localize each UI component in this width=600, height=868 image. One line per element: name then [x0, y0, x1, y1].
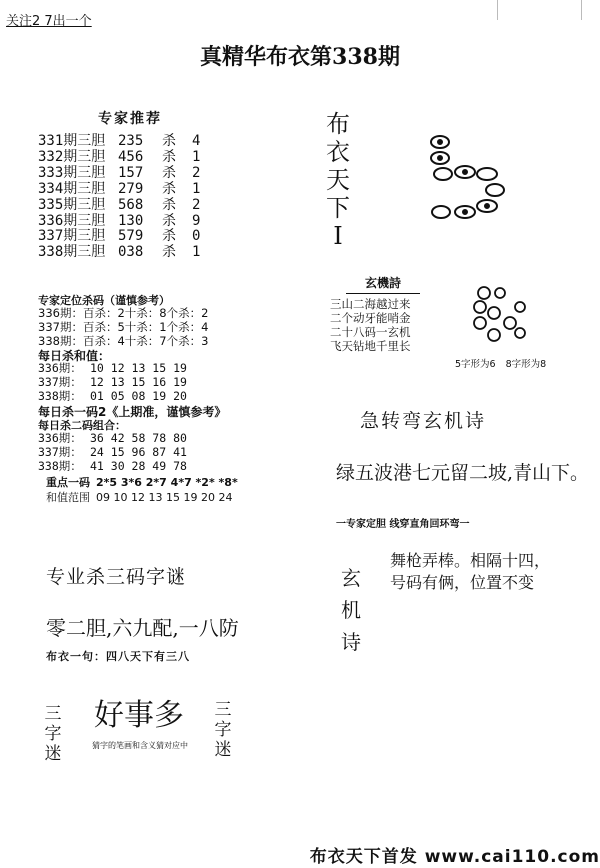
edge-line — [497, 0, 498, 20]
row-label: 336期： — [38, 431, 82, 445]
expert-pick-list — [38, 134, 200, 261]
row-values: 41 30 28 49 78 — [90, 459, 187, 473]
footer-site: 布衣天下首发 www.cai110.com — [309, 847, 600, 867]
edge-line — [581, 0, 582, 20]
pair-kill-list — [38, 431, 187, 473]
row-values: 10 12 13 15 19 — [90, 361, 187, 375]
row-values: 01 05 08 19 20 — [90, 389, 187, 403]
pick-row — [38, 166, 200, 182]
pair-kill-row — [38, 431, 187, 445]
pick-row — [38, 229, 200, 245]
pick-period: 332期三胆 — [38, 148, 106, 165]
pick-row — [38, 245, 200, 261]
mystic-poem-line: 二个动牙能哨金 — [330, 311, 411, 325]
pick-period: 337期三胆 — [38, 228, 106, 245]
pair-kill-row — [38, 445, 187, 459]
expert-hint-line: 一专家定胆 线穿直角回环弯一 — [336, 519, 470, 530]
kill-number: 1 — [192, 180, 201, 197]
kill-label: 杀 — [162, 133, 176, 149]
circle-motif-icon — [431, 136, 504, 218]
riddle-answer: 零二胆,六九配,一八防 — [46, 616, 239, 640]
pair-kill-row — [38, 459, 187, 473]
circle-motif-icon — [474, 287, 525, 341]
mystic-poem-box — [330, 274, 436, 353]
kill-label: 杀 — [162, 180, 176, 197]
location-kill-row: 338期：百杀：4十杀：7个杀：3 — [38, 334, 209, 348]
kill-label: 杀 — [162, 228, 176, 245]
mystic-poem-line: 三山二海越过来 — [330, 297, 411, 311]
riddle-hint: 布衣一句：四八天下有三八 — [46, 650, 190, 663]
kill-label: 杀 — [162, 148, 176, 165]
word-riddle-note: 猜字的笔画和含义猜对应中 — [92, 741, 188, 750]
pick-row — [38, 198, 200, 214]
location-kill-row: 337期：百杀：5十杀：1个杀：4 — [38, 320, 209, 334]
word-riddle-left-label: 三字迷 — [44, 704, 62, 764]
daily-sum-title: 每日杀和值： — [38, 349, 111, 363]
pick-numbers: 279 — [118, 180, 144, 197]
pick-period: 338期三胆 — [38, 244, 106, 261]
pick-row — [38, 134, 200, 150]
location-kill-title: 专家定位杀码（谨慎参考） — [38, 294, 170, 307]
row-values: 12 13 15 16 19 — [90, 375, 187, 389]
daily-sum-row — [38, 389, 187, 403]
dot-pattern-graphic — [425, 130, 510, 225]
xuan-ji-shi-line: 舞枪弄棒。相隔十四， — [390, 551, 551, 570]
row-label: 338期： — [38, 459, 82, 473]
number-shape-graphic — [470, 285, 530, 350]
kill-label: 杀 — [162, 164, 176, 181]
pick-row — [38, 214, 200, 230]
pick-period: 331期三胆 — [38, 133, 106, 149]
focus-one-code — [46, 474, 238, 490]
kill-number: 2 — [192, 164, 201, 181]
mystic-poem-title: 玄機詩 — [346, 274, 420, 294]
pick-numbers: 130 — [118, 212, 144, 229]
pick-period: 333期三胆 — [38, 164, 106, 181]
row-label: 336期： — [38, 361, 82, 375]
shape-notes — [455, 356, 556, 370]
kill-number: 0 — [192, 228, 201, 245]
xuan-ji-shi-label: 玄机诗 — [341, 566, 361, 654]
page-title: 真精华布衣第338期 — [200, 44, 400, 70]
pick-period: 334期三胆 — [38, 180, 106, 197]
mystic-poem-line: 二十八码一玄机 — [330, 325, 411, 339]
top-note: 关注2 7出一个 — [6, 14, 92, 29]
riddle-title: 专业杀三码字谜 — [46, 566, 187, 588]
kill-number: 1 — [192, 244, 201, 261]
turn-poem-title: 急转弯玄机诗 — [360, 410, 487, 432]
kill-label: 杀 — [162, 244, 176, 261]
kill-label: 杀 — [162, 196, 176, 213]
pick-numbers: 579 — [118, 228, 144, 245]
pick-period: 335期三胆 — [38, 196, 106, 213]
daily-sum-row — [38, 375, 187, 389]
word-riddle-word: 好事多 — [94, 698, 184, 733]
kill-number: 1 — [192, 148, 201, 165]
daily-sum-row — [38, 361, 187, 375]
shape-note: 8字形为8 — [505, 359, 547, 370]
range-label: 和值范围 — [46, 491, 90, 504]
row-label: 337期： — [38, 445, 82, 459]
pick-row — [38, 150, 200, 166]
word-riddle-right-label: 三字迷 — [214, 700, 232, 760]
expert-title: 专家推荐 — [98, 111, 162, 127]
shape-note: 5字形为6 — [455, 359, 496, 370]
pick-numbers: 038 — [118, 244, 144, 261]
xuan-ji-shi-line: 号码有俩，位置不变 — [390, 573, 535, 592]
focus-label: 重点一码 — [46, 476, 90, 489]
pick-period: 336期三胆 — [38, 212, 106, 229]
location-kill-list — [38, 306, 208, 348]
bu-yi-title: 布衣天下I — [326, 110, 350, 250]
daily-kill-one: 每日杀一码2《上期准，谨慎参考》 — [38, 405, 227, 419]
range-values: 09 10 12 13 15 19 20 24 — [96, 491, 233, 504]
location-kill-row: 336期：百杀：2十杀：8个杀：2 — [38, 306, 209, 320]
pick-row — [38, 182, 200, 198]
row-values: 36 42 58 78 80 — [90, 431, 187, 445]
pick-numbers: 157 — [118, 164, 144, 181]
kill-number: 9 — [192, 212, 201, 229]
daily-sum-list — [38, 361, 187, 403]
pick-numbers: 235 — [118, 133, 144, 149]
pick-numbers: 456 — [118, 148, 144, 165]
xuan-ji-shi-poem — [390, 550, 580, 594]
focus-values: 2*5 3*6 2*7 4*7 *2* *8* — [96, 476, 238, 489]
row-label: 337期： — [38, 375, 82, 389]
row-values: 24 15 96 87 41 — [90, 445, 187, 459]
pick-numbers: 568 — [118, 196, 144, 213]
kill-number: 4 — [192, 133, 201, 149]
kill-number: 2 — [192, 196, 201, 213]
row-label: 338期： — [38, 389, 82, 403]
sum-range — [46, 489, 232, 505]
mystic-poem-line: 飞天钻地千里长 — [330, 339, 411, 353]
turn-poem-line: 绿五波港七元留二坡,青山下。 — [336, 462, 590, 484]
kill-label: 杀 — [162, 212, 176, 229]
pair-kill-title: 每日杀二码组合： — [38, 419, 126, 432]
